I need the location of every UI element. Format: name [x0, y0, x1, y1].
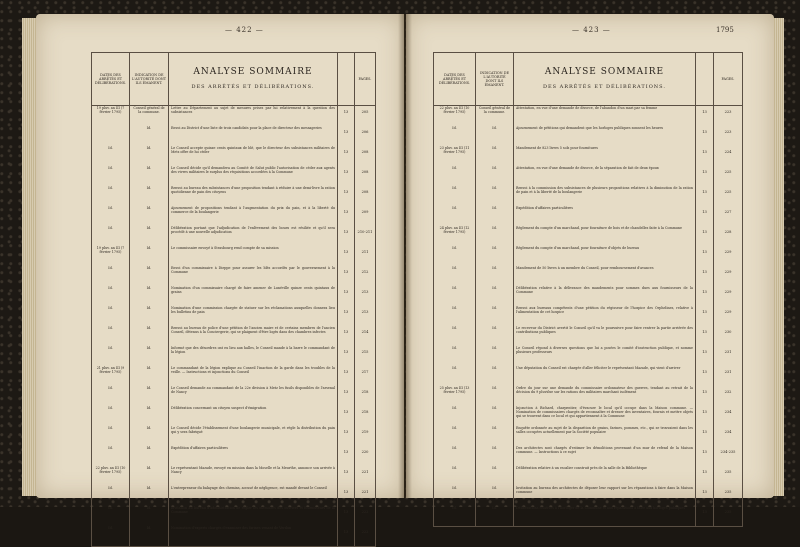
- register-number-cell: 13: [338, 386, 355, 406]
- left-register-table: [91, 52, 376, 547]
- page-number-cell: 225: [714, 166, 743, 186]
- date-cell: Id.: [434, 446, 476, 466]
- table-row: [92, 226, 376, 246]
- register-number-cell: 13: [696, 126, 714, 146]
- table-row: [92, 406, 376, 426]
- summary-cell: Le Conseil répond à diverses questions que lui a posées le comité d'instruction publique, et nomme plusieurs professeurs: [514, 346, 696, 366]
- authority-cell: Id.: [476, 366, 514, 386]
- table-row: [434, 106, 743, 127]
- authority-cell: Id.: [476, 246, 514, 266]
- page-number-cell: 214: [355, 326, 376, 346]
- table-row: [434, 306, 743, 326]
- date-cell: Id.: [92, 166, 130, 186]
- date-cell: Id.: [92, 526, 130, 547]
- authority-cell: Id.: [476, 186, 514, 206]
- register-number-cell: 13: [338, 366, 355, 386]
- authority-header: INDICATION DE L'AUTORITÉ DONT ILS ÉMANENT.: [476, 53, 514, 106]
- page-number-cell: 229: [714, 266, 743, 286]
- page-number-cell: 219: [355, 426, 376, 446]
- date-cell: 24 pluv. an III (12 février 1795): [434, 226, 476, 246]
- table-row: [434, 186, 743, 206]
- date-cell: 22 pluv. an III (10 février 1795): [434, 106, 476, 127]
- registers-header: [338, 53, 355, 106]
- page-number-cell: 235: [714, 486, 743, 506]
- table-row: [92, 506, 376, 526]
- authority-cell: Conseil général de la commune.: [476, 106, 514, 127]
- authority-cell: Id.: [130, 326, 169, 346]
- authority-cell: Id.: [130, 206, 169, 226]
- summary-cell: Délibération relative à un escalier construit près de la salle de la Bibliothèque: [514, 466, 696, 486]
- authority-cell: Id.: [130, 526, 169, 547]
- date-cell: Id.: [92, 346, 130, 366]
- authority-cell: Id.: [476, 226, 514, 246]
- table-row: [92, 366, 376, 386]
- page-number-cell: 213: [355, 286, 376, 306]
- summary-cell: Le Conseil décide l'établissement d'une boulangerie municipale, et règle la distribution du pain qui y sera fabriqué: [169, 426, 338, 446]
- table-row: [92, 246, 376, 266]
- page-number-cell: 220: [355, 446, 376, 466]
- table-row: [434, 146, 743, 166]
- page-number-cell: 218: [355, 386, 376, 406]
- page-number-cell: 215: [355, 346, 376, 366]
- authority-cell: Id.: [130, 226, 169, 246]
- summary-cell: Ajournement de pétitions qui demandent que les horloges publiques sonnent les heures: [514, 126, 696, 146]
- authority-cell: Id.: [476, 386, 514, 406]
- date-cell: Id.: [434, 346, 476, 366]
- page-number-cell: 222: [355, 506, 376, 526]
- authority-cell: Id.: [130, 166, 169, 186]
- page-number-cell: 218: [355, 406, 376, 426]
- authority-cell: Id.: [130, 406, 169, 426]
- register-number-cell: 13: [338, 166, 355, 186]
- table-row: [92, 286, 376, 306]
- authority-cell: Id.: [130, 446, 169, 466]
- page-number-cell: 227: [714, 206, 743, 226]
- summary-cell: Le Conseil demande au commandant de la 22e division à Metz les fusils disponibles de l'arsenal de Nancy: [169, 386, 338, 406]
- register-number-cell: 13: [338, 146, 355, 166]
- page-number-cell: 211: [355, 246, 376, 266]
- table-row: [434, 466, 743, 486]
- right-table-header: [434, 53, 743, 106]
- table-row: [434, 386, 743, 406]
- register-number-cell: 13: [338, 306, 355, 326]
- summary-cell: Renvoi au bureau de police d'une pétition de l'ancien maire et de certains membres de l'ancien Conseil, détenus à la Conciergerie, qui se plaignent d'être logés dans des chambres infectes: [169, 326, 338, 346]
- summary-cell: Renvoi à la commission des subsistances de plusieurs propositions relatives à la diminution de la ration de pain et à la liberté de la boulangerie: [514, 186, 696, 206]
- summary-cell: Délibérations relatives à l'horloger de la Commune et aux réparations à faire aux horloges publiques: [514, 506, 696, 527]
- table-row: [434, 326, 743, 346]
- table-row: [434, 226, 743, 246]
- summary-cell: Le Conseil décide qu'il demandera au Comité de Salut public l'autorisation de céder aux agents des vivres militaires le surplus des réquisitions accordées à la Commune: [169, 166, 338, 186]
- page-number-cell: 221: [355, 486, 376, 506]
- page-number-cell: 234: [714, 426, 743, 446]
- summary-cell: Mandement de 823 livres 5 sols pour fournitures: [514, 146, 696, 166]
- register-number-cell: 13: [338, 266, 355, 286]
- analyse-subtitle: DES ARRÊTÉS ET DÉLIBÉRATIONS.: [542, 84, 667, 90]
- left-page-number: — 422 —: [225, 26, 264, 34]
- date-cell: Id.: [434, 306, 476, 326]
- authority-cell: Id.: [476, 326, 514, 346]
- page-number-cell: 208: [355, 186, 376, 206]
- registers-header: [696, 53, 714, 106]
- date-cell: Id.: [434, 366, 476, 386]
- date-cell: Id.: [434, 166, 476, 186]
- table-row: [92, 266, 376, 286]
- register-number-cell: 13: [696, 106, 714, 127]
- authority-cell: Id.: [130, 506, 169, 526]
- page-number-cell: 205: [355, 106, 376, 127]
- summary-cell: Renvoi au bureau des subsistances d'une proposition tendant à réduire à une demi-livre la ration quotidienne de pain des citoyens: [169, 186, 338, 206]
- authority-cell: Id.: [130, 286, 169, 306]
- date-cell: Id.: [92, 206, 130, 226]
- pages-header: PAGES.: [714, 53, 743, 106]
- date-cell: Id.: [92, 446, 130, 466]
- register-number-cell: 13: [338, 246, 355, 266]
- page-number-cell: 229: [714, 286, 743, 306]
- left-table-body: [92, 106, 376, 547]
- authority-cell: Id.: [476, 486, 514, 506]
- authority-cell: Id.: [476, 446, 514, 466]
- register-number-cell: 13: [338, 286, 355, 306]
- page-number-cell: 225: [714, 186, 743, 206]
- page-number-cell: 231: [714, 366, 743, 386]
- page-number-cell: 210-211: [355, 226, 376, 246]
- date-cell: Id.: [434, 406, 476, 426]
- page-number-cell: 228: [714, 226, 743, 246]
- date-cell: Id.: [92, 326, 130, 346]
- date-cell: Id.: [92, 146, 130, 166]
- register-number-cell: 13: [696, 446, 714, 466]
- right-page-number: — 423 —: [572, 26, 611, 34]
- page-number-cell: 224: [714, 146, 743, 166]
- summary-cell: Délibération relative à la délivrance des mandements pour sommes dues aux fournisseurs de la Commune: [514, 286, 696, 306]
- summary-cell: Lettre au Département au sujet de mesures prises par lui relativement à la question des subsistances: [169, 106, 338, 127]
- summary-cell: Règlement du compte d'un marchand, pour fourniture de bois et de chandelles faite à la Commune: [514, 226, 696, 246]
- summary-cell: Délibération concernant un citoyen suspect d'émigration: [169, 406, 338, 426]
- date-cell: Id.: [92, 226, 130, 246]
- page-number-cell: 209: [355, 206, 376, 226]
- page-number-cell: 229: [714, 306, 743, 326]
- register-number-cell: 13: [338, 226, 355, 246]
- summary-cell: Le commandant de la légion explique au Conseil l'inaction de la garde dans les troubles de la veille. — Instructions et injonctions du Conseil: [169, 366, 338, 386]
- dates-header: DATES DES ARRÊTÉS ET DÉLIBÉRATIONS.: [434, 53, 476, 106]
- summary-cell: Mandement de 50 livres à un membre du Conseil, pour remboursement d'avances: [514, 266, 696, 286]
- date-cell: Id.: [434, 126, 476, 146]
- date-cell: Id.: [434, 426, 476, 446]
- register-number-cell: 13: [338, 446, 355, 466]
- register-number-cell: 13: [696, 426, 714, 446]
- table-row: [92, 146, 376, 166]
- date-cell: Id.: [434, 486, 476, 506]
- analyse-subtitle: DES ARRÊTÉS ET DÉLIBÉRATIONS.: [191, 84, 315, 90]
- date-cell: Id.: [434, 286, 476, 306]
- right-table-body: [434, 106, 743, 527]
- analyse-title: ANALYSE SOMMAIRE: [193, 67, 313, 77]
- page-number-cell: 235: [714, 506, 743, 527]
- table-row: [434, 406, 743, 426]
- table-row: [92, 526, 376, 547]
- summary-cell: Renvoi aux bureaux compétents d'une pétition du régisseur de l'hospice des Orphelines, relative à l'alimentation de cet hospice: [514, 306, 696, 326]
- table-row: [92, 346, 376, 366]
- date-cell: Id.: [92, 406, 130, 426]
- page-number-cell: 231: [714, 346, 743, 366]
- authority-cell: Id.: [130, 266, 169, 286]
- table-row: [434, 206, 743, 226]
- summary-cell: Le représentant Mazade, envoyé en mission dans la Moselle et la Meurthe, annonce son arrivée à Nancy: [169, 466, 338, 486]
- register-number-cell: 13: [338, 486, 355, 506]
- authority-cell: Id.: [130, 126, 169, 146]
- summary-cell: Expédition d'affaires particulières: [514, 206, 696, 226]
- register-number-cell: 13: [696, 166, 714, 186]
- date-cell: 19 pluv. an III (7 février 1795): [92, 106, 130, 127]
- authority-cell: Id.: [476, 266, 514, 286]
- register-number-cell: 13: [696, 346, 714, 366]
- authority-cell: Id.: [476, 406, 514, 426]
- summary-cell: Délibération portant que l'adjudication de l'enlèvement des boues est résiliée et qu'il sera procédé à une nouvelle adjudication: [169, 226, 338, 246]
- summary-cell: Attestation, en vue d'une demande de divorce, de la séparation de fait de deux époux: [514, 166, 696, 186]
- summary-cell: Envoi au District d'une liste de trois candidats pour la place de directeur des messageries: [169, 126, 338, 146]
- register-number-cell: 13: [696, 326, 714, 346]
- register-number-cell: 13: [338, 106, 355, 127]
- page-number-cell: 208: [355, 146, 376, 166]
- authority-cell: Id.: [130, 246, 169, 266]
- authority-cell: Id.: [130, 466, 169, 486]
- register-number-cell: 13: [696, 266, 714, 286]
- date-cell: [92, 126, 130, 146]
- authority-cell: Id.: [130, 146, 169, 166]
- table-row: [434, 366, 743, 386]
- summary-cell: Règlement du compte d'un marchand, pour fourniture d'objets de bureau: [514, 246, 696, 266]
- register-number-cell: 13: [696, 306, 714, 326]
- table-row: [92, 126, 376, 146]
- date-cell: Id.: [434, 266, 476, 286]
- date-cell: 25 pluv. an III (13 février 1795): [434, 386, 476, 406]
- analyse-title: ANALYSE SOMMAIRE: [544, 67, 665, 77]
- summary-cell: Le receveur du District avertit le Conseil qu'il va le poursuivre pour faire rentrer la partie arriérée des contributions publiques: [514, 326, 696, 346]
- table-row: [92, 106, 376, 127]
- date-cell: Id.: [434, 186, 476, 206]
- table-row: [434, 266, 743, 286]
- authority-cell: Id.: [476, 206, 514, 226]
- pages-header: PAGES.: [355, 53, 376, 106]
- date-cell: 19 pluv. an III (7 février 1795): [92, 246, 130, 266]
- summary-cell: Ajournement de propositions tendant à l'augmentation du prix du pain, et à la liberté du commerce de la boulangerie: [169, 206, 338, 226]
- authority-cell: Id.: [130, 486, 169, 506]
- summary-cell: Des architectes sont chargés d'estimer les démolitions provenant d'un mur de refend de la Maison commune. — Instructions à ce sujet: [514, 446, 696, 466]
- authority-cell: Id.: [476, 286, 514, 306]
- summary-cell: Nomination d'un commissaire chargé de faire amener de Lunéville quinze cents quintaux de grains: [169, 286, 338, 306]
- authority-cell: Conseil général de la commune.: [130, 106, 169, 127]
- authority-cell: Id.: [476, 426, 514, 446]
- register-number-cell: 13: [338, 466, 355, 486]
- register-number-cell: 13: [696, 506, 714, 527]
- authority-cell: Id.: [476, 466, 514, 486]
- table-row: [434, 426, 743, 446]
- summary-cell: Invitation au bureau des architectes de déposer leur rapport sur les réparations à faire dans la Maison commune: [514, 486, 696, 506]
- summary-cell: Envoi d'un commissaire à Dieppe pour assurer les blés accordés par le gouvernement à la Commune: [169, 266, 338, 286]
- page-number-cell: 212: [355, 266, 376, 286]
- summary-cell: Ordre du jour sur une demande du commissaire ordonnateur des guerres, tendant au retrait de la décision du 9 pluviôse sur les rations des militaires marchant isolément: [514, 386, 696, 406]
- table-row: [92, 166, 376, 186]
- page-number-cell: 206: [355, 126, 376, 146]
- table-row: [434, 506, 743, 527]
- authority-cell: Id.: [476, 306, 514, 326]
- date-cell: Id.: [434, 246, 476, 266]
- page-number-cell: 234: [714, 406, 743, 426]
- table-row: [434, 246, 743, 266]
- summary-cell: Le Conseil accepte quinze cents quintaux de blé, que le directeur des subsistances militaires de Metz offre de lui céder: [169, 146, 338, 166]
- date-cell: Id.: [92, 506, 130, 526]
- date-cell: Id.: [92, 386, 130, 406]
- table-row: [92, 386, 376, 406]
- page-number-cell: 223: [714, 106, 743, 127]
- date-cell: Id.: [434, 506, 476, 527]
- register-number-cell: 13: [696, 466, 714, 486]
- analyse-header: [514, 53, 696, 106]
- table-row: [92, 186, 376, 206]
- table-row: [92, 306, 376, 326]
- date-cell: Id.: [92, 486, 130, 506]
- page-number-cell: 217: [355, 366, 376, 386]
- table-row: [434, 486, 743, 506]
- page-number-cell: 230: [714, 326, 743, 346]
- register-number-cell: 13: [338, 506, 355, 526]
- date-cell: Id.: [434, 206, 476, 226]
- right-leaf-number: 1795: [716, 26, 734, 34]
- date-cell: Id.: [92, 266, 130, 286]
- book-gutter: [398, 14, 412, 498]
- summary-cell: Nomination d'une commission chargée de statuer sur les réclamations auxquelles donnera lieu les bulletins de pain: [169, 306, 338, 326]
- page-number-cell: 222: [355, 526, 376, 547]
- date-cell: Id.: [92, 186, 130, 206]
- date-cell: 22 pluv. an III (10 février 1795): [92, 466, 130, 486]
- page-number-cell: 234-235: [714, 446, 743, 466]
- register-number-cell: 13: [338, 206, 355, 226]
- date-cell: 21 pluv. an III (9 février 1795): [92, 366, 130, 386]
- summary-cell: Une députation du Conseil est chargée d'aller féliciter le représentant Mazade, qui vient d'arriver: [514, 366, 696, 386]
- left-table-header: [92, 53, 376, 106]
- summary-cell: Enquête ordonnée au sujet de la disparition de grains, farines, pommes, etc., qui se trouvaient dans les salles occupées actuellement par la Société populaire: [514, 426, 696, 446]
- register-number-cell: 13: [696, 386, 714, 406]
- authority-header: INDICATION DE L'AUTORITÉ DONT ILS ÉMANENT.: [130, 53, 169, 106]
- analyse-header: [169, 53, 338, 106]
- authority-cell: Id.: [130, 366, 169, 386]
- register-number-cell: 13: [696, 406, 714, 426]
- register-number-cell: 13: [696, 226, 714, 246]
- summary-cell: Le commissaire envoyé à Strasbourg rend compte de sa mission: [169, 246, 338, 266]
- table-row: [92, 206, 376, 226]
- page-number-cell: 223: [714, 126, 743, 146]
- date-cell: Id.: [92, 306, 130, 326]
- summary-cell: L'entrepreneur du balayage des chemins, accusé de négligence, est mandé devant le Conseil: [169, 486, 338, 506]
- register-number-cell: 13: [696, 206, 714, 226]
- authority-cell: Id.: [476, 166, 514, 186]
- table-row: [92, 486, 376, 506]
- register-number-cell: 13: [338, 126, 355, 146]
- register-number-cell: 13: [338, 406, 355, 426]
- page-number-cell: 229: [714, 246, 743, 266]
- right-register-table: [433, 52, 743, 527]
- date-cell: 23 pluv. an III (11 février 1795): [434, 146, 476, 166]
- summary-cell: Invitation au bureau d'administration de régler les mémoires des ouvriers et fournisseurs de la Commune: [169, 506, 338, 526]
- page-number-cell: 213: [355, 306, 376, 326]
- date-cell: Id.: [92, 286, 130, 306]
- register-number-cell: 13: [696, 246, 714, 266]
- authority-cell: Id.: [476, 506, 514, 527]
- authority-cell: Id.: [476, 146, 514, 166]
- register-number-cell: 13: [338, 326, 355, 346]
- register-number-cell: 13: [696, 486, 714, 506]
- register-number-cell: 13: [696, 186, 714, 206]
- summary-cell: Expédition d'affaires particulières: [169, 446, 338, 466]
- table-row: [92, 426, 376, 446]
- table-row: [434, 286, 743, 306]
- summary-cell: Attestation, en vue d'une demande de divorce, de l'abandon d'un mari par sa femme: [514, 106, 696, 127]
- authority-cell: Id.: [476, 126, 514, 146]
- table-row: [92, 446, 376, 466]
- authority-cell: Id.: [130, 346, 169, 366]
- authority-cell: Id.: [130, 426, 169, 446]
- page-number-cell: 235: [714, 466, 743, 486]
- register-number-cell: 13: [696, 286, 714, 306]
- summary-cell: Injonction à Richard, charpentier, d'évacuer le local qu'il occupe dans la Maison commune. — Nomination de commissaires chargés de reconnaître et dresser des inventaires, fournis et mettre objets qui se trouvent dans ce local et qui appartiennent à la Commune: [514, 406, 696, 426]
- table-row: [434, 446, 743, 466]
- register-number-cell: 13: [338, 346, 355, 366]
- authority-cell: Id.: [130, 306, 169, 326]
- table-row: [434, 126, 743, 146]
- date-cell: Id.: [434, 466, 476, 486]
- table-row: [92, 326, 376, 346]
- authority-cell: Id.: [130, 186, 169, 206]
- summary-cell: Nomination d'experts chargés d'examiner des farines venant de Verdun: [169, 526, 338, 547]
- authority-cell: Id.: [476, 346, 514, 366]
- register-number-cell: 13: [338, 526, 355, 547]
- register-number-cell: 13: [338, 186, 355, 206]
- page-number-cell: 221: [355, 466, 376, 486]
- page-number-cell: 232: [714, 386, 743, 406]
- register-number-cell: 13: [338, 426, 355, 446]
- dates-header: DATES DES ARRÊTÉS ET DÉLIBÉRATIONS.: [92, 53, 130, 106]
- table-row: [92, 466, 376, 486]
- date-cell: Id.: [92, 426, 130, 446]
- table-row: [434, 346, 743, 366]
- table-row: [434, 166, 743, 186]
- summary-cell: Informé que des désordres ont eu lieu aux halles, le Conseil mande à la barre le commandant de la légion: [169, 346, 338, 366]
- page-number-cell: 208: [355, 166, 376, 186]
- authority-cell: Id.: [130, 386, 169, 406]
- register-number-cell: 13: [696, 366, 714, 386]
- date-cell: Id.: [434, 326, 476, 346]
- register-number-cell: 13: [696, 146, 714, 166]
